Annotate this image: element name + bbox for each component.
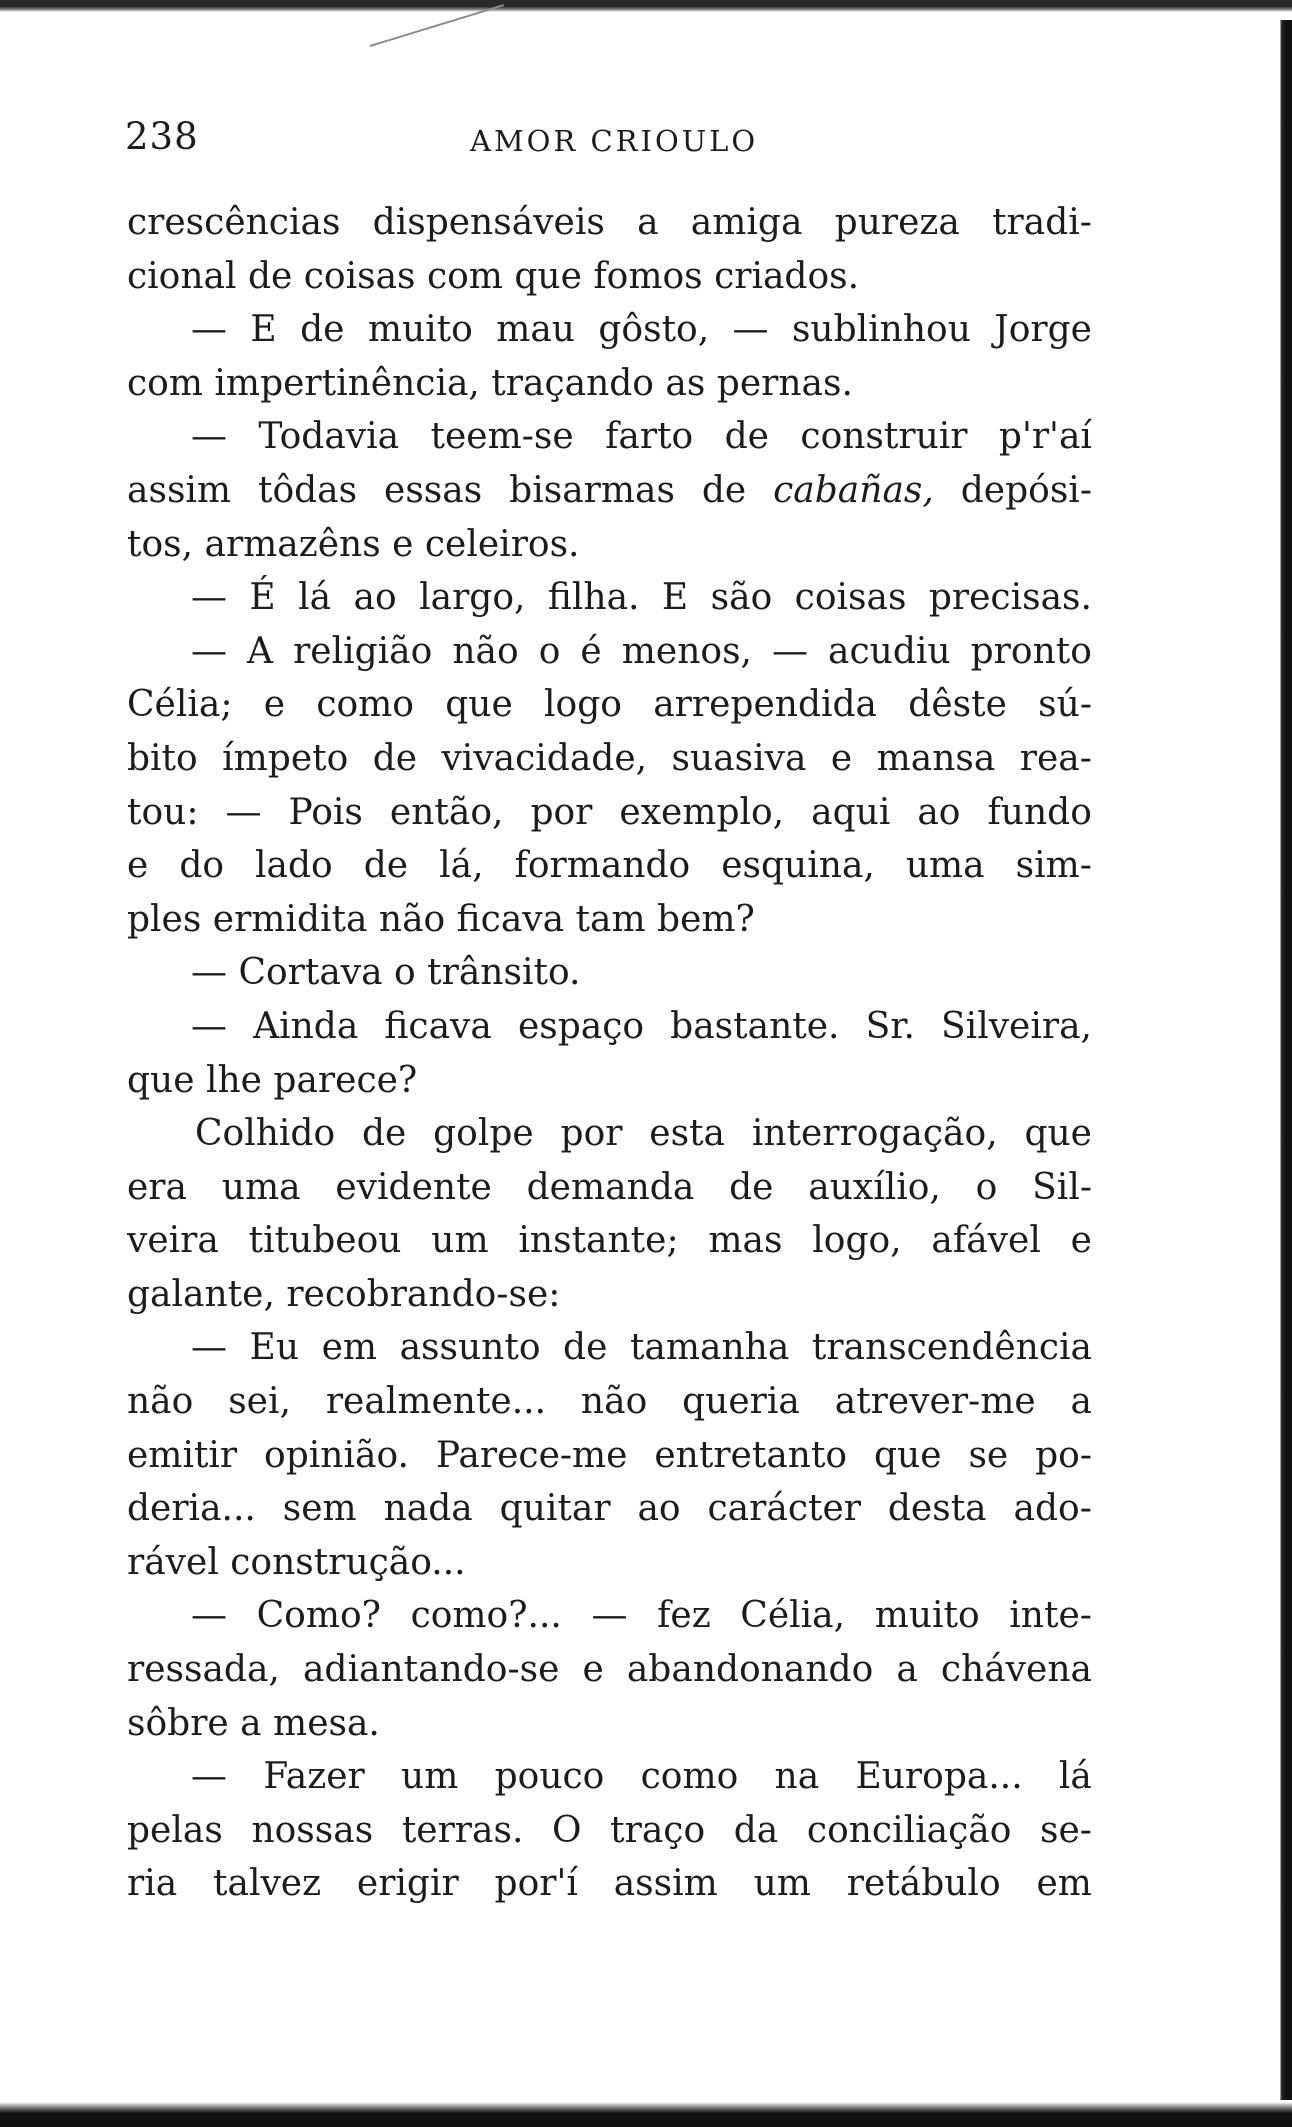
- word: nada: [383, 1488, 473, 1530]
- word: opinião.: [264, 1434, 409, 1476]
- word: um: [401, 1756, 459, 1798]
- word: e: [1070, 1220, 1092, 1262]
- running-title: AMOR CRIOULO: [470, 124, 759, 158]
- word: a: [637, 202, 659, 243]
- word: emitir: [127, 1434, 238, 1476]
- word: titubeou: [248, 1220, 402, 1262]
- line-text: sôbre a mesa.: [127, 1702, 380, 1744]
- word: são: [710, 577, 773, 619]
- text-line: [127, 357, 1092, 411]
- word: então,: [389, 791, 504, 833]
- word: depósi-: [960, 469, 1092, 511]
- word: formando: [514, 845, 691, 887]
- body-text: [127, 196, 1092, 1911]
- word: nossas: [251, 1809, 374, 1851]
- word: que: [874, 1434, 942, 1476]
- word: como: [640, 1756, 739, 1798]
- word: crescências: [127, 202, 341, 243]
- word: Eu: [249, 1327, 300, 1369]
- word: evidente: [335, 1166, 492, 1208]
- word: na: [774, 1756, 820, 1798]
- word: O: [552, 1809, 582, 1851]
- line-text: ples ermidita não ficava tam bem?: [127, 898, 755, 940]
- word: de: [729, 1166, 774, 1208]
- word: Silveira,: [941, 1005, 1092, 1047]
- word: tôdas: [257, 469, 358, 511]
- word: lá: [1058, 1756, 1092, 1798]
- word: bastante.: [670, 1005, 840, 1047]
- word: auxílio,: [808, 1166, 941, 1208]
- word: de: [701, 469, 747, 511]
- word: Colhido: [195, 1113, 336, 1155]
- word: —: [191, 1005, 227, 1047]
- word: retábulo: [846, 1863, 1001, 1905]
- word: logo,: [812, 1220, 902, 1262]
- word: ao: [917, 791, 961, 833]
- word: ao: [353, 577, 397, 619]
- word: rea-: [1019, 737, 1092, 779]
- word: gôsto,: [598, 309, 710, 351]
- word: de: [361, 1113, 407, 1155]
- word: sim-: [1015, 845, 1092, 887]
- word: —: [191, 416, 227, 458]
- word: religião: [293, 630, 433, 672]
- word: a: [896, 1649, 918, 1691]
- word: veira: [127, 1220, 219, 1262]
- word: tradi-: [992, 202, 1092, 243]
- page-header: [125, 109, 1095, 165]
- word: talvez: [213, 1863, 322, 1905]
- word: de: [363, 845, 409, 887]
- text-line: [127, 1321, 1092, 1375]
- line-text: tos, armazêns e celeiros.: [127, 523, 580, 565]
- word: em: [321, 1327, 378, 1369]
- text-line: [127, 464, 1092, 518]
- word: dêste: [908, 684, 1007, 726]
- text-line: [127, 1857, 1092, 1911]
- word: de: [372, 737, 418, 779]
- word: esquina,: [721, 845, 875, 887]
- page-number: 238: [125, 115, 199, 158]
- word: p'r'aí: [998, 416, 1092, 458]
- word: transcendência: [811, 1327, 1092, 1369]
- text-line: [127, 303, 1092, 357]
- word: carácter: [707, 1488, 861, 1530]
- word: vivacidade,: [441, 737, 648, 779]
- word: erigir: [356, 1863, 459, 1905]
- word: E: [250, 309, 277, 351]
- word: Ainda: [253, 1005, 359, 1047]
- word: que: [445, 684, 513, 726]
- word: mau: [496, 309, 575, 351]
- word: Jorge: [994, 309, 1092, 351]
- word: lá,: [439, 845, 484, 887]
- text-line: [127, 1000, 1092, 1054]
- word: tamanha: [629, 1327, 790, 1369]
- word: e: [582, 1649, 604, 1691]
- word: Como?: [256, 1595, 381, 1637]
- line-text: galante, recobrando-se:: [127, 1273, 561, 1315]
- word: sem: [282, 1488, 357, 1530]
- word: atrever-me: [834, 1381, 1036, 1423]
- text-line: [127, 1161, 1092, 1215]
- word: mansa: [876, 737, 996, 779]
- word: —: [732, 309, 769, 351]
- line-text: — Cortava o trânsito.: [191, 952, 581, 994]
- word: dispensáveis: [372, 202, 605, 243]
- word: assunto: [399, 1327, 541, 1369]
- word: como?...: [410, 1595, 562, 1637]
- text-line: [127, 1804, 1092, 1858]
- word: uma: [221, 1166, 301, 1208]
- text-line: [127, 678, 1092, 732]
- word: a: [1070, 1381, 1092, 1423]
- word: instante;: [518, 1220, 679, 1262]
- word: acudiu: [828, 630, 951, 672]
- word: largo,: [419, 577, 526, 619]
- word: do: [179, 845, 225, 887]
- text-line: [127, 625, 1092, 679]
- word: abandonando: [626, 1649, 874, 1691]
- word: era: [127, 1166, 187, 1208]
- word: ao: [637, 1488, 681, 1530]
- word: muito: [874, 1595, 980, 1637]
- word: de: [300, 309, 345, 351]
- text-line: [127, 1697, 1092, 1751]
- word: Célia,: [740, 1595, 846, 1637]
- word: Sr.: [865, 1005, 915, 1047]
- word: chávena: [940, 1649, 1092, 1691]
- italic-word: cabañas,: [773, 469, 934, 511]
- word: de: [563, 1327, 608, 1369]
- word: pelas: [127, 1809, 223, 1851]
- word: não: [127, 1381, 194, 1423]
- text-line: [127, 839, 1092, 893]
- word: —: [191, 1327, 227, 1369]
- word: menos,: [621, 630, 752, 672]
- word: quitar: [499, 1488, 611, 1530]
- word: E: [661, 577, 689, 619]
- word: por'í: [494, 1863, 578, 1905]
- word: —: [191, 630, 227, 672]
- word: pureza: [834, 202, 960, 243]
- text-line: [127, 1054, 1092, 1108]
- word: Pois: [288, 791, 363, 833]
- word: pouco: [494, 1756, 605, 1798]
- word: farto: [605, 416, 694, 458]
- word: mas: [708, 1220, 783, 1262]
- text-line: [127, 518, 1092, 572]
- word: não: [452, 630, 519, 672]
- line-text: rável construção...: [127, 1541, 466, 1583]
- word: e: [830, 737, 853, 779]
- word: terras.: [401, 1809, 524, 1851]
- word: demanda: [526, 1166, 695, 1208]
- word: adiantando-se: [302, 1649, 560, 1691]
- text-line: [127, 893, 1092, 947]
- text-line: [127, 946, 1092, 1000]
- word: precisas.: [928, 577, 1092, 619]
- word: como: [316, 684, 414, 726]
- word: muito: [367, 309, 473, 351]
- word: fez: [657, 1595, 711, 1637]
- word: se-: [1040, 1809, 1092, 1851]
- word: ressada,: [127, 1649, 280, 1691]
- text-line: [127, 1589, 1092, 1643]
- word: aqui: [811, 791, 891, 833]
- word: é: [580, 630, 602, 672]
- word: interrogação,: [751, 1113, 998, 1155]
- word: uma: [905, 845, 985, 887]
- word: logo: [544, 684, 622, 726]
- word: —: [191, 577, 227, 619]
- word: o: [975, 1166, 998, 1208]
- page-right-edge: [1274, 20, 1292, 2100]
- text-line: [127, 1268, 1092, 1322]
- word: amiga: [690, 202, 803, 243]
- word: —: [225, 791, 262, 833]
- text-line: [127, 196, 1092, 250]
- word: sú-: [1038, 684, 1092, 726]
- word: tou:: [127, 791, 199, 833]
- word: É: [249, 577, 276, 619]
- text-line: [127, 410, 1092, 464]
- word: não: [580, 1381, 648, 1423]
- word: ria: [127, 1863, 178, 1905]
- text-line: [127, 1482, 1092, 1536]
- word: que: [1024, 1113, 1092, 1155]
- word: ímpeto: [222, 737, 349, 779]
- word: po-: [1035, 1434, 1092, 1476]
- word: queria: [682, 1381, 800, 1423]
- text-line: [127, 1214, 1092, 1268]
- word: assim: [613, 1863, 718, 1905]
- text-line: [127, 1536, 1092, 1590]
- word: teem-se: [430, 416, 574, 458]
- word: coisas: [794, 577, 907, 619]
- line-text: que lhe parece?: [127, 1059, 418, 1101]
- word: se: [968, 1434, 1009, 1476]
- word: golpe: [433, 1113, 534, 1155]
- word: Fazer: [263, 1756, 365, 1798]
- word: conciliação: [806, 1809, 1012, 1851]
- word: exemplo,: [619, 791, 785, 833]
- word: sublinhou: [791, 309, 971, 351]
- word: construir: [800, 416, 968, 458]
- word: —: [591, 1595, 628, 1637]
- word: fundo: [987, 791, 1092, 833]
- word: de: [724, 416, 769, 458]
- word: esta: [649, 1113, 726, 1155]
- word: filha.: [547, 577, 640, 619]
- text-line: [127, 732, 1092, 786]
- word: afável: [931, 1220, 1041, 1262]
- word: —: [191, 1595, 227, 1637]
- word: Sil-: [1032, 1166, 1092, 1208]
- word: um: [753, 1863, 811, 1905]
- word: ado-: [1013, 1488, 1092, 1530]
- word: lá: [298, 577, 332, 619]
- word: em: [1036, 1863, 1092, 1905]
- word: um: [431, 1220, 489, 1262]
- word: por: [560, 1113, 623, 1155]
- word: essas: [384, 469, 483, 511]
- word: o: [538, 630, 561, 672]
- word: arrependida: [653, 684, 878, 726]
- text-line: [127, 1429, 1092, 1483]
- word: Célia;: [127, 684, 233, 726]
- word: Todavia: [258, 416, 400, 458]
- word: —: [772, 630, 809, 672]
- word: por: [530, 791, 593, 833]
- text-line: [127, 1107, 1092, 1161]
- word: traço: [610, 1809, 706, 1851]
- word: bito: [127, 737, 198, 779]
- text-line: [127, 1750, 1092, 1804]
- word: e: [263, 684, 286, 726]
- page-bottom-edge: [0, 2102, 1292, 2127]
- word: Parece-me: [435, 1434, 628, 1476]
- text-line: [127, 786, 1092, 840]
- word: inte-: [1009, 1595, 1092, 1637]
- word: desta: [887, 1488, 987, 1530]
- word: da: [733, 1809, 779, 1851]
- word: entretanto: [654, 1434, 848, 1476]
- line-text: com impertinência, traçando as pernas.: [127, 362, 853, 404]
- word: espaço: [517, 1005, 645, 1047]
- word: Europa...: [855, 1756, 1023, 1798]
- text-line: [127, 1643, 1092, 1697]
- word: assim: [127, 469, 232, 511]
- word: lado: [255, 845, 333, 887]
- text-line: [127, 250, 1092, 304]
- word: A: [247, 630, 274, 672]
- line-text: cional de coisas com que fomos criados.: [127, 255, 860, 297]
- word: bisarmas: [509, 469, 675, 511]
- word: realmente...: [325, 1381, 547, 1423]
- word: deria...: [127, 1488, 256, 1530]
- text-line: [127, 1375, 1092, 1429]
- word: —: [191, 309, 227, 351]
- word: sei,: [228, 1381, 291, 1423]
- word: ficava: [384, 1005, 492, 1047]
- page-top-edge: [0, 0, 1292, 12]
- word: pronto: [970, 630, 1092, 672]
- text-line: [127, 571, 1092, 625]
- word: e: [127, 845, 149, 887]
- word: suasiva: [671, 737, 807, 779]
- word: —: [191, 1756, 227, 1798]
